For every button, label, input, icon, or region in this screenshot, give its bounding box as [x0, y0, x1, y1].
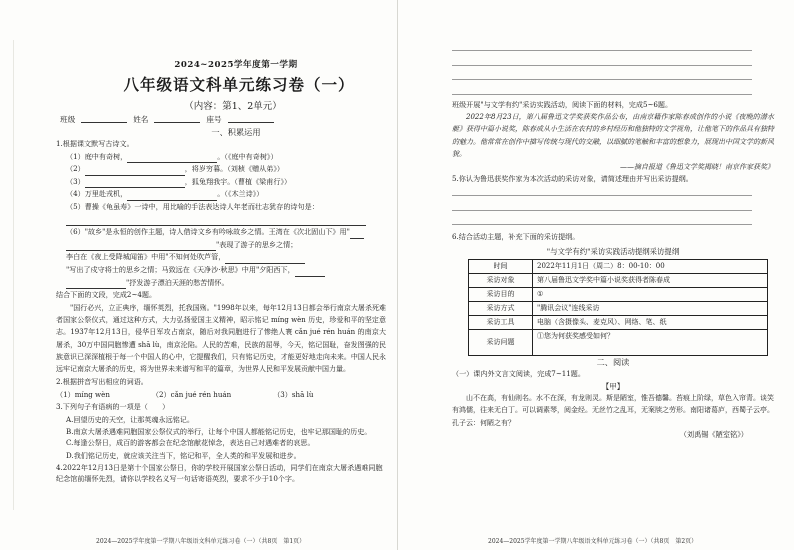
answer-line[interactable] — [452, 65, 752, 66]
q1-item-num: （1） — [66, 151, 85, 161]
answer-blank[interactable] — [235, 388, 269, 401]
q1-item-6 — [56, 226, 386, 239]
answer-line[interactable] — [452, 79, 752, 80]
answer-lines-top — [452, 50, 774, 95]
q1-item-2 — [56, 163, 386, 176]
q1-item-6-text-e: "抒发游子漂泊天涯的愁苦情怀。 — [126, 277, 229, 287]
q1-item-6-line4 — [56, 264, 386, 277]
seat-label: 座号 — [206, 115, 222, 124]
question-5: 5.你认为鲁迅获奖作家为本次活动的采访对象，请简述理由并写出采访提纲。 — [452, 173, 693, 183]
q1-item-6-text-a: （6）"故乡"是永恒的创作主题，诗人借诗文乡有吟咏故乡之情。王湾在《次北固山下》用" — [66, 227, 350, 237]
question-4: 4.2022年12月13日是第十个国家公祭日，你的学校开展国家公祭日活动，同学们在南京大屠杀遇难同胞纪念馆前缅怀先烈，请你以学校名义写一句话寄语英烈，要求不少于10个字。 — [56, 463, 383, 484]
table-value: 2022年11月1日（周二）8：00-10：00 — [533, 259, 768, 273]
table-label: 采访问题 — [469, 329, 533, 355]
answer-blank[interactable] — [225, 255, 305, 264]
answer-blank[interactable] — [85, 179, 185, 188]
q3-option-b[interactable]: B.南京大屠杀遇难同胞国家公祭仪式的举行，让每个中国人都能铭记历史，也牢记那国耻的历史。 — [66, 427, 372, 437]
q1-item-6-line3 — [56, 251, 386, 264]
table-answer-cell[interactable]: ① — [533, 287, 768, 301]
table-row — [469, 287, 768, 301]
q3-option-d[interactable]: D.我们铭记历史，就应该关注当下，铭记和平，全人类的和平发展和进步。 — [66, 450, 301, 460]
section-heading-1: 一、积累运用 — [211, 127, 261, 137]
answer-line[interactable] — [452, 210, 752, 211]
table-value: "腾讯会议"连线采访 — [533, 301, 768, 315]
answer-line[interactable] — [452, 94, 752, 95]
q2-item: （1）míng wèn — [56, 390, 110, 400]
table-value: 电脑（含摄像头、麦克风）、网络、笔、纸 — [533, 315, 768, 329]
text-credit: （刘禹锡《陋室铭》） — [679, 430, 748, 440]
q1-item-1 — [56, 151, 386, 164]
q1-item-4 — [56, 188, 386, 201]
answer-line[interactable] — [452, 195, 752, 196]
q1-item-5 — [56, 201, 386, 214]
section-heading-2: 二、阅读 — [596, 356, 630, 367]
right-page — [452, 50, 774, 440]
class-label: 班级 — [60, 115, 76, 124]
q1-item-3 — [56, 176, 386, 189]
q1-item-num: （2） — [66, 164, 85, 174]
answer-blank[interactable] — [295, 268, 325, 277]
answer-blank[interactable] — [114, 388, 148, 401]
interview-plan-table — [468, 259, 768, 356]
table-value: 第八届鲁迅文学奖中篇小说奖获得者陈春成 — [533, 273, 768, 287]
exam-scope: （内容：第1、2单元） — [184, 101, 282, 112]
table-caption: "与文学有约"采访实践活动提纲采访提纲 — [546, 246, 680, 256]
q3-option-c[interactable]: C.每逢公祭日，成百的游客都会在纪念馆献花悼念，表达自己对遇难者的哀思。 — [66, 438, 315, 448]
answer-blank[interactable] — [66, 280, 126, 289]
right-page-footer: 2024—2025学年度第一学期八年级语文科单元练习卷（一）（共8页 第2页） — [488, 538, 698, 545]
q1-item-num: （3） — [66, 176, 85, 186]
q1-item-5-text: （5）曹操《龟虽寿》一诗中，用比喻的手法表达诗人年老而壮志犹存的诗句是： — [66, 201, 319, 211]
question-3: 3.下列句子有语病的一项是（ ） — [56, 402, 170, 412]
q1-item-6-text-b: "表现了游子的思乡之情； — [216, 239, 298, 249]
name-label: 姓名 — [133, 115, 149, 124]
q1-item-6-line2 — [56, 239, 386, 252]
reading-passage: "国行必兴，立正典序，缅怀英烈，托我国殇。"1998年以来，每年12月13日都会举行南京大屠杀死难者国家公祭仪式，通过这种方式，大力弘扬爱国主义精神，昭示铭记 míng wèn 历史，珍爱和平的坚定意志。1937年12月13日，侵华日军攻占南京，随后对我同胞进行了惨绝人寰 cǎn jué rén huán 的南京大屠杀，30万中国同胞惨遭 shā lù，南京沦陷。人民的苦难，民族的屈辱，今天，铭记国耻，奋发图强的民族意识已深深植根于每一个中国人的心中，它提醒我们，只有铭记历史，才能更好地走向未来。中国人民永远牢记南京大屠杀的历史，将为世界未来谱写和平的篇章，为世界人民和平发展贡献中国力量。 — [56, 303, 386, 374]
table-row — [469, 259, 768, 273]
name-field[interactable] — [154, 114, 200, 123]
text-marker-jia: 【甲】 — [601, 382, 625, 392]
passage-intro: 结合下面的文段，完成2~4题。 — [56, 290, 157, 300]
question-2: 2.根据拼音写出相应的词语。 — [56, 376, 148, 386]
table-label: 采访对象 — [469, 273, 533, 287]
q3-option-a[interactable]: A.回望历史的天空，让那英魂永远铭记。 — [66, 414, 194, 424]
answer-blank[interactable] — [66, 217, 366, 226]
q1-item-back: 。（《庭中有奇树》） — [217, 151, 278, 161]
answer-blank[interactable] — [85, 167, 185, 176]
answer-blank[interactable] — [127, 192, 217, 201]
question-1: 1.根据课文默写古诗文。 — [56, 139, 134, 148]
table-row — [469, 301, 768, 315]
classical-text: 山不在高，有仙则名。水不在深，有龙则灵。斯是陋室，惟吾德馨。苔痕上阶绿，草色入帘青。谈笑有鸿儒，往来无白丁。可以调素琴，阅金经。无丝竹之乱耳，无案牍之劳形。南阳诸葛庐，西蜀子云亭。孔子云：何陋之有？ — [452, 394, 774, 427]
answer-blank[interactable] — [66, 242, 216, 251]
q1-item-6-line5 — [56, 277, 386, 290]
q1-item-front: 庭中有奇树， — [84, 151, 128, 161]
answer-line[interactable] — [452, 50, 752, 51]
table-label: 采访方式 — [469, 301, 533, 315]
answer-lines-q5 — [452, 195, 774, 225]
table-answer-cell[interactable]: ①您为何获奖感受如何？ — [533, 329, 768, 355]
table-row — [469, 315, 768, 329]
answer-line[interactable] — [452, 224, 752, 225]
answer-blank[interactable] — [317, 388, 351, 401]
q1-item-5-blank — [56, 214, 386, 227]
activity-intro: 班级开展"与文学有约"采访实践活动，阅读下面的材料，完成5~6题。 — [452, 99, 673, 109]
exam-title: 八年级语文科单元练习卷（一） — [123, 75, 355, 94]
student-info-row — [56, 114, 386, 125]
table-row — [469, 329, 768, 355]
q1-item-6-text-d: "写出了戍守将士的思乡之情；马致远在《天净沙·秋思》中用"夕阳西下， — [66, 264, 295, 274]
left-page-footer: 2024—2025学年度第一学期八年级语文科单元练习卷（一）（共8页 第1页） — [96, 538, 306, 545]
q2-item: （2）cǎn jué rén huán — [151, 390, 232, 400]
q1-item-back: ，将岁穷暮。（刘桢《赠从弟》） — [184, 164, 285, 174]
page-fold-divider — [397, 0, 398, 550]
scan-edge-shadow — [13, 40, 14, 510]
answer-blank[interactable] — [127, 154, 217, 163]
q2-pinyin-row — [56, 388, 386, 401]
answer-blank[interactable] — [350, 230, 364, 239]
table-row — [469, 273, 768, 287]
material-source: ——摘自报道《鲁迅文学奖揭晓！南京作家获奖》 — [620, 162, 774, 171]
q2-item: （3）shā lù — [273, 390, 314, 400]
table-label: 采访目的 — [469, 287, 533, 301]
exam-term: 2024~2025学年度第一学期 — [174, 60, 298, 70]
table-label: 采访工具 — [469, 315, 533, 329]
seat-field[interactable] — [228, 114, 274, 123]
reading-intro: （一）课内外文言文阅读，完成7~11题。 — [452, 368, 585, 378]
activity-material: 2022年8月23日，第八届鲁迅文学奖获奖作品公布，由南京籍作家陈春成创作的小说《夜晚的潜水艇》获得中篇小说奖，陈春成从小生活在农村的乡村经历和他独特的文学视角，让他笔下的作品具有独特的魅力。他常常在创作中描写传统与现代的交融，以细腻的笔触和丰富的想象力，展现出中国文学的新风貌。 — [452, 112, 774, 159]
q1-item-back: 。（《木兰诗》） — [217, 189, 264, 199]
question-6: 6.结合活动主题，补充下面的采访提纲。 — [452, 232, 580, 242]
q1-item-front: 万里赴戎机， — [84, 189, 128, 199]
table-label: 时间 — [469, 259, 533, 273]
class-field[interactable] — [81, 114, 127, 123]
left-page — [56, 58, 386, 548]
q1-item-6-text-c: 李白在《夜上受降城闻笛》中用"不知何处吹芦管， — [66, 252, 226, 262]
q1-item-num: （4） — [66, 189, 85, 199]
q1-item-back: ，狐兔翔我宇。（曹植《梁甫行》） — [184, 176, 292, 186]
